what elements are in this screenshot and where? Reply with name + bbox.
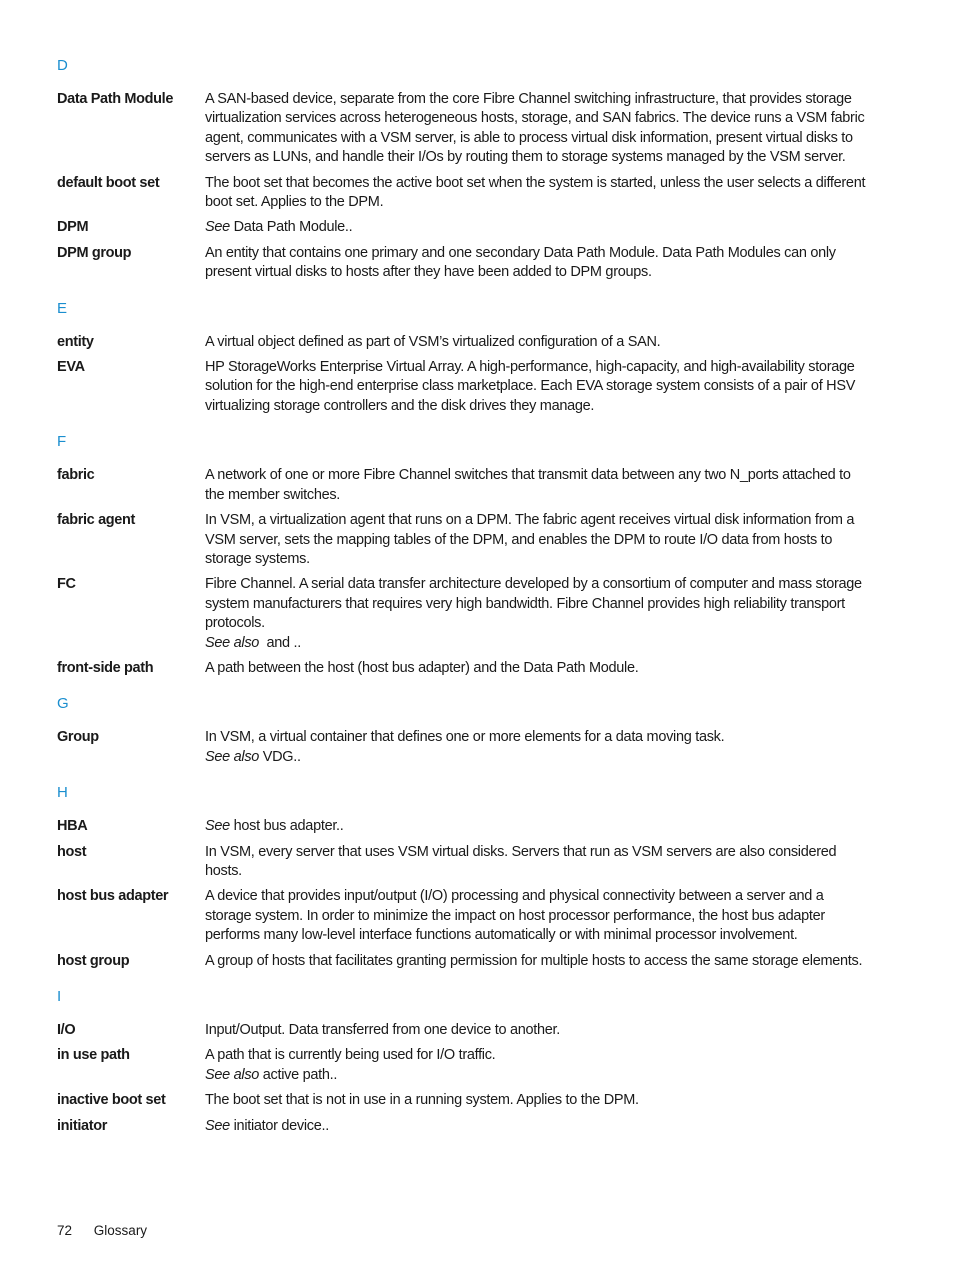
definition-line <box>205 244 872 283</box>
definition-line <box>205 887 872 945</box>
section-letter: H <box>57 784 68 802</box>
glossary-entry <box>57 952 872 971</box>
definition-text: In VSM, every server that uses VSM virtual disks. Servers that run as VSM servers are also considered hosts. <box>205 843 841 879</box>
glossary-term: entity <box>57 333 94 350</box>
glossary-definition <box>205 1021 872 1040</box>
page-number: 72 <box>57 1223 73 1238</box>
glossary-definition <box>205 1046 872 1085</box>
glossary-entry <box>57 575 872 653</box>
glossary-entry <box>57 1117 872 1136</box>
definition-line <box>205 1117 872 1136</box>
glossary-term: FC <box>57 576 76 593</box>
glossary-term: EVA <box>57 359 85 376</box>
definition-line <box>205 511 872 569</box>
glossary-definition <box>205 358 872 416</box>
glossary-definition <box>205 466 872 505</box>
glossary-entry <box>57 358 872 416</box>
glossary-page <box>57 57 872 1153</box>
definition-text: and .. <box>259 634 301 651</box>
cross-reference-label: See also <box>205 1066 260 1083</box>
definition-line <box>205 218 872 237</box>
glossary-definition <box>205 218 872 237</box>
glossary-definition <box>205 244 872 283</box>
section-letter: I <box>57 988 62 1005</box>
definition-line <box>205 728 872 747</box>
definition-line <box>205 333 872 352</box>
glossary-definition <box>205 1117 872 1136</box>
glossary-section <box>57 433 872 678</box>
glossary-section <box>57 57 872 283</box>
definition-text: Fibre Channel. A serial data transfer architecture developed by a consortium of computer and mass storage system manufacturers that requires very high bandwidth. Fibre Channel provides high reliability transport protocols. <box>205 576 866 632</box>
cross-reference-label: See also <box>205 634 260 651</box>
glossary-section <box>57 695 872 767</box>
glossary-entry <box>57 843 872 882</box>
definition-text: The boot set that becomes the active boot set when the system is started, unless the user selects a different boot set. Applies to the DPM. <box>205 174 869 211</box>
glossary-entry <box>57 887 872 945</box>
definition-line <box>205 659 872 678</box>
glossary-entry <box>57 728 872 767</box>
definition-text: A SAN-based device, separate from the core Fibre Channel switching infrastructure, that provides storage virtualization services across heterogeneous hosts, storage, and SAN fabrics. The device runs a VSM fabric agent, communicates with a VSM server, is able to process virtual disk information, present virtual disks to servers as LUNs, and handle their I/Os by routing them to storage systems managed by the VSM server. <box>205 91 869 166</box>
section-letter: D <box>57 57 68 74</box>
glossary-definition <box>205 333 872 352</box>
definition-line <box>205 952 872 971</box>
glossary-definition <box>205 575 872 653</box>
glossary-entry <box>57 1046 872 1085</box>
glossary-definition <box>205 817 872 836</box>
definition-text: VDG.. <box>259 748 301 765</box>
definition-line <box>205 1046 872 1065</box>
glossary-term: in use path <box>57 1047 130 1064</box>
definition-text: active path.. <box>259 1066 338 1083</box>
cross-reference-label: See <box>205 219 230 236</box>
definition-line <box>205 358 872 416</box>
definition-text: A path between the host (host bus adapter) and the Data Path Module. <box>205 659 639 676</box>
glossary-entry <box>57 333 872 352</box>
glossary-definition <box>205 659 872 678</box>
section-letter: F <box>57 433 67 451</box>
definition-line <box>205 174 872 213</box>
cross-reference-label: See also <box>205 748 260 765</box>
glossary-term: HBA <box>57 818 88 835</box>
glossary-definition <box>205 887 872 945</box>
glossary-entry <box>57 1091 872 1110</box>
glossary-section <box>57 300 872 417</box>
glossary-term: DPM <box>57 219 89 236</box>
cross-reference-label: See <box>205 818 230 835</box>
glossary-entry <box>57 511 872 569</box>
definition-text: HP StorageWorks Enterprise Virtual Array. A high-performance, high-capacity, and high-availability storage solution for the high-end enterprise class marketplace. Each EVA storage system consists of a pair of HSV virtualizing storage controllers and the disk drives they manage. <box>205 359 859 414</box>
glossary-entry <box>57 466 872 505</box>
section-letter: E <box>57 299 68 317</box>
glossary-section <box>57 784 872 971</box>
definition-text: An entity that contains one primary and one secondary Data Path Module. Data Path Modules can only present virtual disks to hosts after they have been added to DPM groups. <box>205 244 840 281</box>
glossary-term: Data Path Module <box>57 91 174 107</box>
definition-line <box>205 1066 872 1085</box>
glossary-entry <box>57 659 872 678</box>
glossary-term: host <box>57 843 87 860</box>
glossary-definition <box>205 511 872 569</box>
glossary-term: default boot set <box>57 174 160 191</box>
definition-line <box>205 1021 872 1040</box>
glossary-term: fabric <box>57 467 95 484</box>
definition-line <box>205 1091 872 1110</box>
definition-text: In VSM, a virtualization agent that runs on a DPM. The fabric agent receives virtual disk information from a VSM server, sets the mapping tables of the DPM, and enables the DPM to route I/O data from hosts to storage systems. <box>205 512 858 567</box>
glossary-entry <box>57 817 872 836</box>
definition-text: A path that is currently being used for I/O traffic. <box>205 1047 496 1064</box>
glossary-term: host group <box>57 952 130 969</box>
definition-text: Input/Output. Data transferred from one device to another. <box>205 1022 560 1038</box>
definition-text: The boot set that is not in use in a running system. Applies to the DPM. <box>205 1092 639 1109</box>
glossary-entry <box>57 90 872 168</box>
definition-text: A group of hosts that facilitates granting permission for multiple hosts to access the same storage elements. <box>205 952 863 969</box>
glossary-section <box>57 988 872 1136</box>
glossary-entry <box>57 1021 872 1040</box>
definition-text: A device that provides input/output (I/O) processing and physical connectivity between a server and a storage system. In order to minimize the impact on host processor performance, the host bus adapter performs many low-level interface functions automatically or with minimal processor involvement. <box>205 888 829 944</box>
glossary-term: fabric agent <box>57 512 135 529</box>
glossary-term: DPM group <box>57 244 132 261</box>
definition-text: A network of one or more Fibre Channel switches that transmit data between any two N_ports attached to the member switches. <box>205 467 855 503</box>
footer-label: Glossary <box>93 1223 148 1238</box>
definition-line <box>205 575 872 633</box>
glossary-term: host bus adapter <box>57 888 169 905</box>
glossary-definition <box>205 952 872 971</box>
glossary-definition <box>205 90 872 168</box>
glossary-definition <box>205 843 872 882</box>
glossary-entry <box>57 174 872 213</box>
glossary-term: I/O <box>57 1022 76 1038</box>
definition-line <box>205 843 872 882</box>
glossary-term: front-side path <box>57 659 154 676</box>
definition-text: In VSM, a virtual container that defines one or more elements for a data moving task. <box>205 729 725 746</box>
definition-text: A virtual object defined as part of VSM’s virtualized configuration of a SAN. <box>205 333 661 350</box>
definition-line <box>205 634 872 653</box>
definition-line <box>205 817 872 836</box>
glossary-term: inactive boot set <box>57 1092 166 1109</box>
glossary-definition <box>205 1091 872 1110</box>
definition-line <box>205 748 872 767</box>
section-letter: G <box>57 695 69 713</box>
definition-text: Data Path Module.. <box>229 219 353 236</box>
glossary-term: initiator <box>57 1117 108 1134</box>
page-footer <box>57 1222 147 1240</box>
glossary-entry <box>57 218 872 237</box>
definition-line <box>205 90 872 168</box>
definition-text: initiator device.. <box>229 1117 329 1134</box>
glossary-entry <box>57 244 872 283</box>
definition-line <box>205 466 872 505</box>
glossary-term: Group <box>57 729 99 746</box>
definition-text: host bus adapter.. <box>229 818 344 835</box>
cross-reference-label: See <box>205 1117 230 1134</box>
glossary-definition <box>205 728 872 767</box>
glossary-definition <box>205 174 872 213</box>
